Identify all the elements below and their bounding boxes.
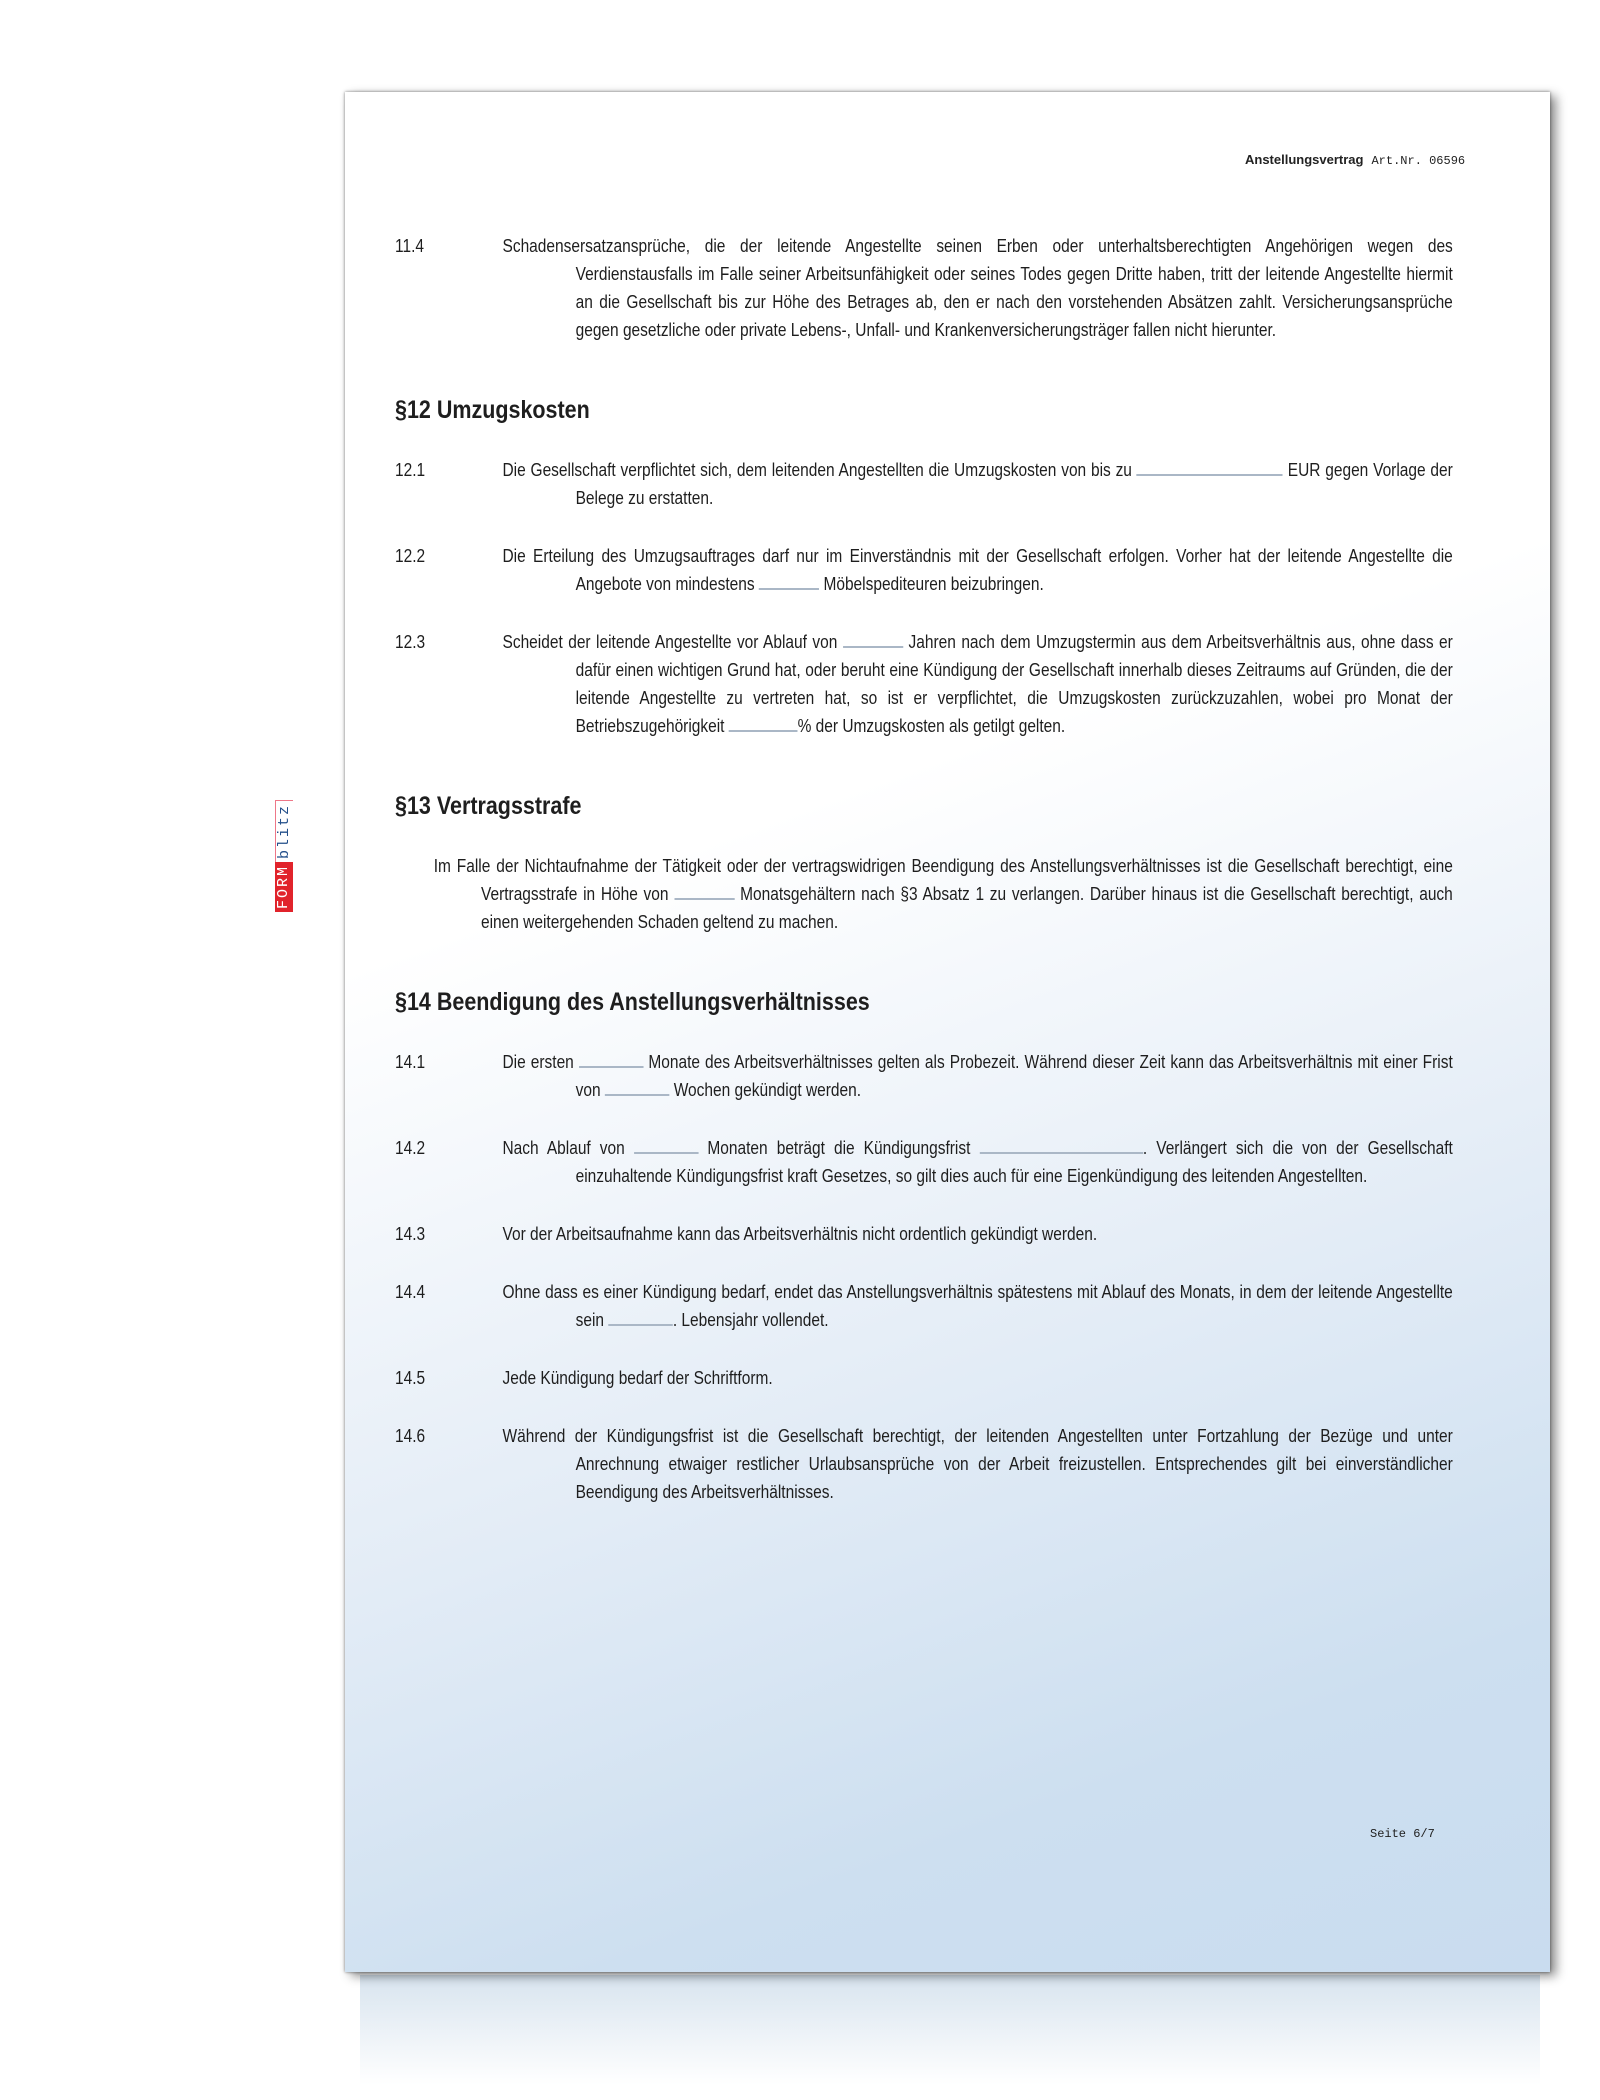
clause-number: 12.3 [395,632,426,652]
document-body [395,232,1453,1536]
months-field[interactable] [634,1134,699,1154]
clause-14-4 [395,1278,1453,1334]
clause-text: Möbelspediteuren beizubringen. [823,574,1044,594]
clause-14-5 [395,1364,1453,1392]
percent-field[interactable] [729,712,798,732]
logo-blitz: blitz [275,800,293,862]
clause-text: Vor der Arbeitsaufnahme kann das Arbeitsverhältnis nicht ordentlich gekündigt werden. [502,1224,1098,1244]
probation-months-field[interactable] [579,1048,644,1068]
page-reflection [360,1975,1540,2085]
clause-text: Monate des Arbeitsverhältnisses gelten als Probezeit. Während dieser Zeit kann das Arbeitsverhältnis mit einer Frist von [575,1052,1453,1100]
document-page [275,92,1550,1972]
clause-text: Scheidet der leitende Angestellte vor Ablauf von [502,632,838,652]
clause-text: . Lebensjahr vollendet. [672,1310,829,1330]
penalty-months-field[interactable] [674,880,734,900]
clause-text: Monatsgehältern nach §3 Absatz 1 zu verlangen. Darüber hinaus ist die Gesellschaft berechtigt, auch einen weitergehenden Schaden geltend zu machen. [481,884,1453,932]
clause-text: Während der Kündigungsfrist ist die Gesellschaft berechtigt, der leitenden Angestellten unter Fortzahlung der Bezüge und unter Anrechnung etwaiger restlicher Urlaubsansprüche von der Arbeit freizustellen. Entsprechendes gilt bei einverständlicher Beendigung des Arbeitsverhältnisses. [502,1426,1453,1502]
clause-14-3 [395,1220,1453,1248]
clause-13 [395,852,1453,936]
formblitz-logo [275,800,293,912]
clause-text: Die Erteilung des Umzugsauftrages darf nur im Einverständnis mit der Gesellschaft erfolgen. Vorher hat der leitende Angestellte die Angebote von mindestens [502,546,1453,594]
clause-number: 11.4 [395,236,424,256]
clause-text: Wochen gekündigt werden. [673,1080,862,1100]
clause-text: Nach Ablauf von [502,1138,625,1158]
clause-text: Jede Kündigung bedarf der Schriftform. [502,1368,773,1388]
article-number: Art.Nr. 06596 [1371,154,1466,168]
clause-number: 12.1 [395,460,426,480]
clause-14-2 [395,1134,1453,1190]
notice-weeks-field[interactable] [605,1076,670,1096]
clause-text: Die ersten [502,1052,574,1072]
page-number: Seite 6/7 [1370,1827,1435,1841]
clause-12-3 [395,628,1453,740]
years-field[interactable] [843,628,903,648]
clause-text: Im Falle der Nichtaufnahme der Tätigkeit oder der vertragswidrigen Beendigung des Anstellungsverhältnisses ist die Gesellschaft berechtigt, eine Vertragsstrafe in Höhe von [433,856,1453,904]
clause-text: Jahren nach dem Umzugstermin aus dem Arbeitsverhältnis aus, ohne dass er dafür einen wichtigen Grund hat, oder beruht eine Kündigung der Gesellschaft innerhalb dieses Zeitraums auf Gründen, die der leitende Angestellte zu vertreten hat, so ist er verpflichtet, die Umzugskosten zurückzuzahlen, wobei pro Monat der Betriebszugehörigkeit [575,632,1453,736]
clause-number: 14.5 [395,1368,426,1388]
age-field[interactable] [608,1306,673,1326]
clause-number: 12.2 [395,546,426,566]
section-13-heading: §13 Vertragsstrafe [395,792,582,820]
section-12-heading: §12 Umzugskosten [395,396,590,424]
clause-text: Die Gesellschaft verpflichtet sich, dem leitenden Angestellten die Umzugskosten von bis zu [502,460,1132,480]
clause-11-4 [395,232,1453,344]
clause-text: EUR gegen Vorlage der Belege zu erstatten. [575,460,1453,508]
clause-text: Schadensersatzansprüche, die der leitende Angestellte seinen Erben oder unterhaltsberechtigten Angehörigen wegen des Verdienstausfalls im Falle seiner Arbeitsunfähigkeit oder seines Todes gegen Dritte haben, tritt der leitende Angestellte hiermit an die Gesellschaft bis zur Höhe des Betrages ab, den er nach den vorstehenden Absätzen zahlt. Versicherungsansprüche gegen gesetzliche oder private Lebens-, Unfall- und Krankenversicherungsträger fallen nicht hierunter. [502,236,1453,340]
amount-field[interactable] [1137,456,1283,476]
clause-12-2 [395,542,1453,598]
logo-form: FORM [275,862,293,912]
clause-number: 14.2 [395,1138,426,1158]
notice-period-field[interactable] [979,1134,1142,1154]
clause-number: 14.4 [395,1282,426,1302]
clause-text: Ohne dass es einer Kündigung bedarf, endet das Anstellungsverhältnis spätestens mit Ablauf des Monats, in dem der leitende Angestellte sein [502,1282,1453,1330]
document-title: Anstellungsvertrag [1245,152,1364,167]
clause-text: Monaten beträgt die Kündigungsfrist [707,1138,971,1158]
clause-number: 14.6 [395,1426,426,1446]
count-field[interactable] [759,570,819,590]
clause-14-1 [395,1048,1453,1104]
clause-12-1 [395,456,1453,512]
clause-text: . Verlängert sich die von der Gesellschaft einzuhaltende Kündigungsfrist kraft Gesetzes, so gilt dies auch für eine Eigenkündigung des leitenden Angestellten. [575,1138,1453,1186]
section-14-heading: §14 Beendigung des Anstellungsverhältnisses [395,988,870,1016]
clause-number: 14.1 [395,1052,426,1072]
clause-number: 14.3 [395,1224,426,1244]
clause-14-6 [395,1422,1453,1506]
clause-text: % der Umzugskosten als getilgt gelten. [797,716,1066,736]
page-header [1245,152,1465,168]
